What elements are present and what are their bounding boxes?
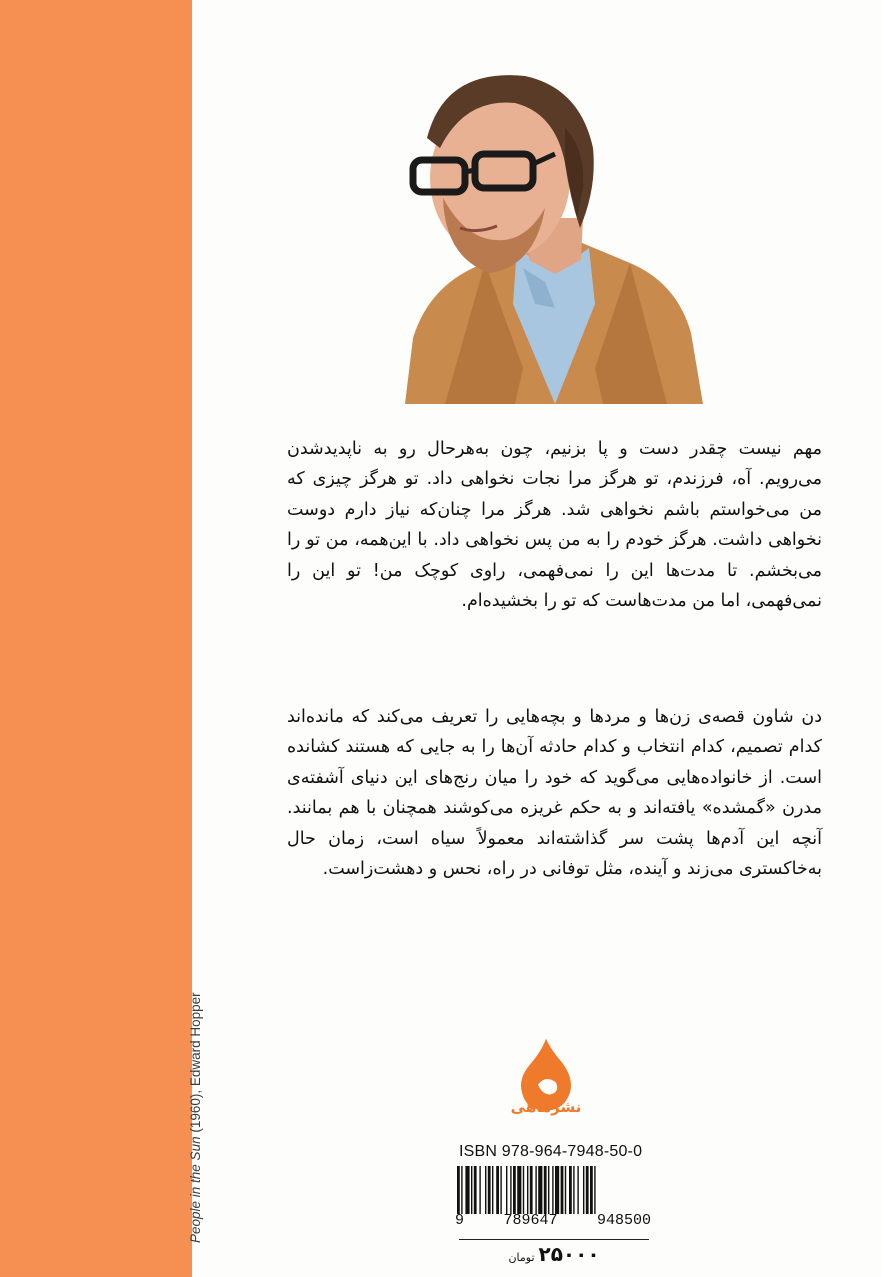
barcode-bar [496, 1166, 499, 1214]
price-amount: ۲۵۰۰۰ [538, 1242, 600, 1266]
barcode [455, 1166, 651, 1214]
barcode-bar [510, 1166, 511, 1214]
barcode-bar [527, 1166, 528, 1214]
barcode-bar [586, 1166, 589, 1214]
barcode-bar [488, 1166, 491, 1214]
barcode-bar [544, 1166, 547, 1214]
blurb-paragraph-quote: مهم نیست چقدر دست و پا بزنیم، چون به‌هرحال رو به ناپدیدشدن می‌رویم. آه، فرزندم، تو هرگز مرا نجات نخواهی داد. تو هرگز چیزی که من می‌خواستم باشم نخواهی شد. هرگز مرا چنان‌که نیاز دارم دوست نخواهی داشت. هرگز خودم را به من پس نخواهی داد. با این‌همه، من تو را می‌بخشم. تا مدت‌ها این را نمی‌فهمی، راوی کوچک من! تو این را نمی‌فهمی، اما من مدت‌هاست که تو را بخشیده‌ام. [287, 438, 822, 611]
barcode-bar [548, 1166, 549, 1214]
cover-art-credit [188, 913, 203, 1243]
barcode-bar [471, 1166, 472, 1214]
barcode-bar [517, 1166, 521, 1214]
barcode-digit-group: 789647 [503, 1212, 558, 1229]
barcode-bar [552, 1166, 553, 1214]
barcode-bar [565, 1166, 566, 1214]
credit-title: People in the Sun [188, 1136, 203, 1243]
barcode-digits [455, 1212, 651, 1229]
barcode-bar [538, 1166, 542, 1214]
barcode-bar [474, 1166, 477, 1214]
barcode-bar [485, 1166, 486, 1214]
blurb-paragraph-description: دن شاون قصه‌ی زن‌ها و مردها و بچه‌هایی را تعریف می‌کند که مانده‌اند کدام تصمیم، کدام انتخاب و کدام حادثه آن‌ها را به جایی که هستند کشانده است. از خانواده‌هایی می‌گوید که خود را میان رنج‌های این دنیای آشفته‌ی مدرن «گمشده» یافته‌اند و به حکم غریزه می‌کوشند همچنان با هم بمانند. آنچه این آدم‌ها پشت سر گذاشته‌اند معمولاً سیاه است، زمان حال به‌خاکستری می‌زند و آینده، مثل توفانی در راه، نحس و دهشت‌زاست. [287, 706, 822, 879]
barcode-digit-group: 9 [455, 1212, 465, 1229]
cover-spine-stripe [0, 0, 192, 1277]
price [474, 1242, 634, 1266]
barcode-digit-group: 948500 [596, 1212, 651, 1229]
price-divider [459, 1239, 649, 1240]
isbn-label: ISBN 978-964-7948-50-0 [459, 1143, 643, 1160]
barcode-bar [513, 1166, 516, 1214]
barcode-bar [590, 1166, 593, 1214]
barcode-bar [583, 1166, 584, 1214]
barcode-bar [555, 1166, 559, 1214]
barcode-bar [479, 1166, 480, 1214]
barcode-bar [530, 1166, 533, 1214]
publisher-name: نشرماهی [510, 1098, 582, 1116]
barcode-bar [573, 1166, 574, 1214]
barcode-bar [457, 1166, 460, 1214]
barcode-bar [523, 1166, 524, 1214]
price-currency: تومان [508, 1251, 535, 1264]
barcode-bar [500, 1166, 501, 1214]
barcode-bar [561, 1166, 564, 1214]
author-photo [405, 68, 705, 404]
barcode-bar [461, 1166, 462, 1214]
barcode-bar [594, 1166, 595, 1214]
barcode-bar [465, 1166, 469, 1214]
barcode-bar [535, 1166, 536, 1214]
barcode-bar [569, 1166, 572, 1214]
credit-rest: (1960), Edward Hopper [188, 992, 203, 1137]
barcode-bar [492, 1166, 493, 1214]
barcode-bar [506, 1166, 507, 1214]
barcode-bar [577, 1166, 578, 1214]
